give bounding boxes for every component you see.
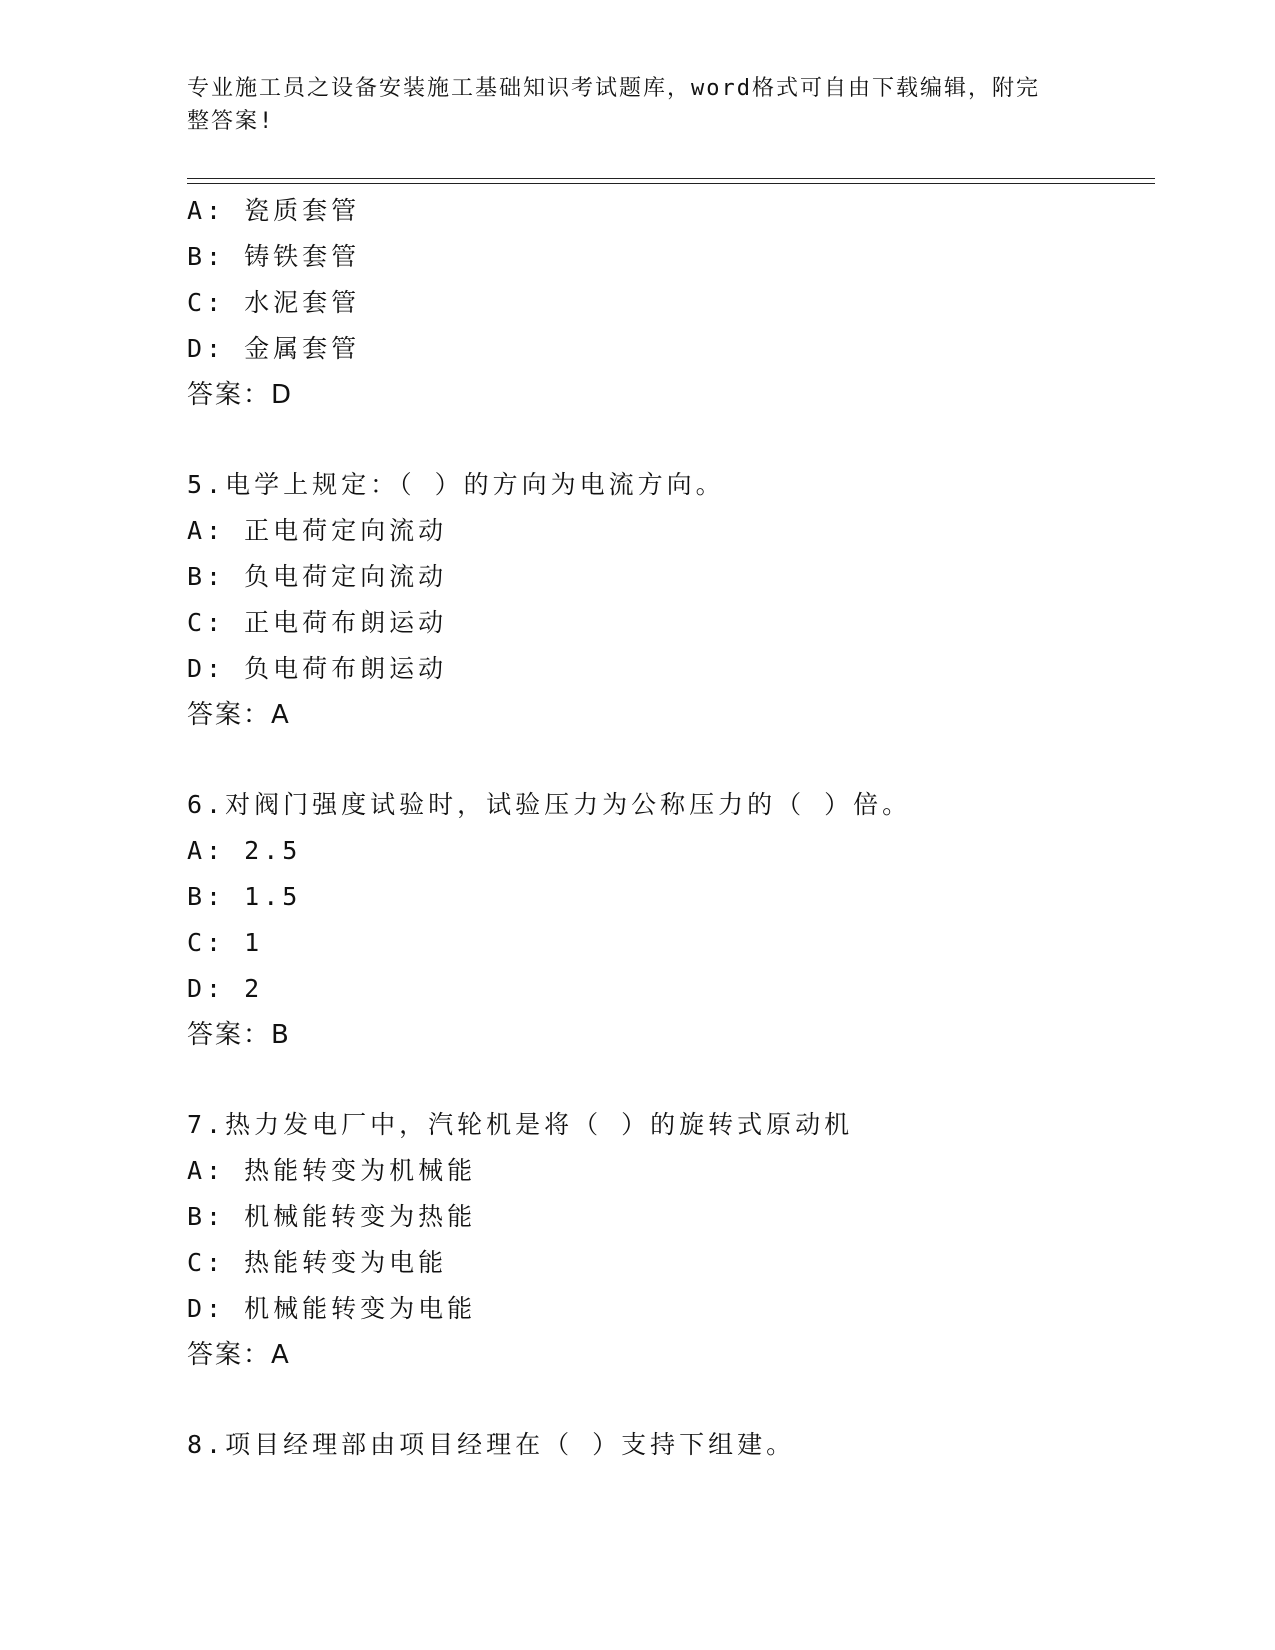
option-c: C: 热能转变为电能: [187, 1248, 448, 1277]
option-c: C: 正电荷布朗运动: [187, 608, 448, 637]
header-divider-bottom: [187, 183, 1155, 184]
option-b: B: 铸铁套管: [187, 242, 361, 271]
option-b: B: 1.5: [187, 882, 302, 911]
option-d: D: 负电荷布朗运动: [187, 654, 448, 683]
question-text: 6.对阀门强度试验时，试验压力为公称压力的（ ）倍。: [187, 790, 912, 819]
question-list: [187, 188, 1155, 1468]
question-block-4: [187, 188, 1155, 418]
option-d: D: 机械能转变为电能: [187, 1294, 477, 1323]
question-text: 5.电学上规定：（ ）的方向为电流方向。: [187, 470, 725, 499]
question-text: 8.项目经理部由项目经理在（ ）支持下组建。: [187, 1430, 796, 1459]
question-text: 7.热力发电厂中，汽轮机是将（ ）的旋转式原动机: [187, 1110, 854, 1139]
question-block-5: [187, 462, 1155, 738]
answer-line: 答案：A: [187, 700, 291, 730]
option-c: C: 水泥套管: [187, 288, 361, 317]
option-a: A: 热能转变为机械能: [187, 1156, 477, 1185]
option-a: A: 瓷质套管: [187, 196, 361, 225]
question-block-6: [187, 782, 1155, 1058]
option-d: D: 金属套管: [187, 334, 361, 363]
spacer: [187, 1058, 1155, 1102]
header-divider-top: [187, 178, 1155, 179]
option-a: A: 2.5: [187, 836, 302, 865]
option-a: A: 正电荷定向流动: [187, 516, 448, 545]
question-block-8: [187, 1422, 1155, 1468]
option-b: B: 机械能转变为热能: [187, 1202, 477, 1231]
header-line-2: 整答案!: [187, 109, 275, 134]
answer-line: 答案：A: [187, 1340, 291, 1370]
document-header: [187, 72, 1067, 138]
answer-line: 答案：B: [187, 1020, 291, 1050]
spacer: [187, 738, 1155, 782]
spacer: [187, 418, 1155, 462]
answer-line: 答案：D: [187, 380, 294, 410]
question-block-7: [187, 1102, 1155, 1378]
header-line-1: 专业施工员之设备安装施工基础知识考试题库，word格式可自由下载编辑，附完: [187, 76, 1040, 101]
spacer: [187, 1378, 1155, 1422]
option-b: B: 负电荷定向流动: [187, 562, 448, 591]
option-d: D: 2: [187, 974, 264, 1003]
option-c: C: 1: [187, 928, 264, 957]
